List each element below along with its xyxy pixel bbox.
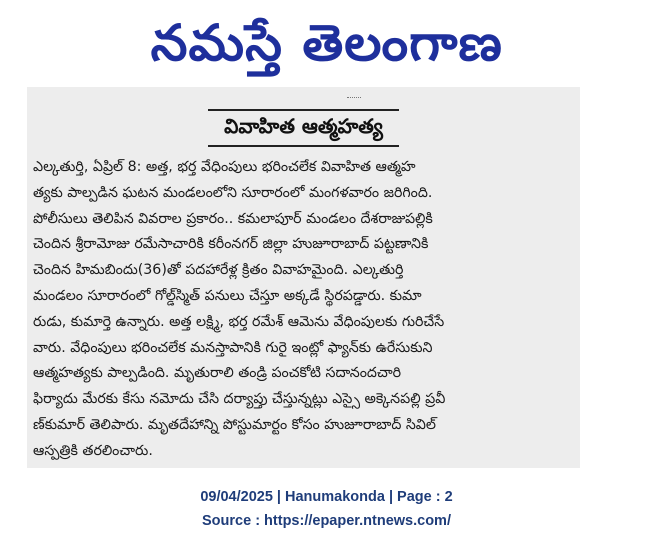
article-line: ఫిర్యాదు మేరకు కేసు నమోదు చేసి దర్యాప్తు చేస్తున్నట్లు ఎస్సై అక్కెనపల్లి ప్రవీ (33, 391, 446, 408)
article-line: ఆస్పత్రికి తరలించారు. (33, 442, 153, 459)
article-line: ణ్‌కుమార్ తెలిపారు. మృతదేహాన్ని పోస్టుమార్టం కోసం హుజూరాబాద్ సివిల్ (33, 416, 436, 433)
source-url[interactable]: Source : https://epaper.ntnews.com/ (202, 513, 451, 529)
article-line: పోలీసులు తెలిపిన వివరాల ప్రకారం.. కమలాపూర్ మండలం దేశరాజుపల్లికి (33, 210, 433, 227)
dotted-mark (347, 97, 361, 101)
article-line: మండలం సూరారంలో గోల్డ్‌స్మిత్ పనులు చేస్తూ అక్కడే స్థిరపడ్డారు. కుమా (33, 287, 422, 304)
article-clipping (27, 87, 580, 468)
article-line: చెందిన శ్రీరామోజు రమేసాచారికి కరీంనగర్ జిల్లా హుజూరాబాద్ పట్టణానికి (33, 236, 429, 253)
article-line: ఆత్మహత్యకు పాల్పడింది. మృతురాలి తండ్రి పంచకోటి సదానందచారి (33, 365, 402, 382)
article-headline: వివాహిత ఆత్మహత్య (208, 109, 399, 147)
publication-info: 09/04/2025 | Hanumakonda | Page : 2 (200, 489, 453, 505)
newspaper-logo: నమస్తే తెలంగాణ (150, 14, 503, 72)
headline-container (27, 109, 580, 147)
article-body (33, 155, 575, 465)
article-line: రుడు, కుమార్తె ఉన్నారు. అత్త లక్ష్మి, భర్త రమేశ్ ఆమెను వేధింపులకు గురిచేసే (33, 313, 445, 330)
article-line: ఎల్కతుర్తి, ఏప్రిల్ 8: అత్త, భర్త వేధింపులు భరించలేక వివాహిత ఆత్మహ (33, 159, 416, 175)
masthead (0, 0, 653, 86)
article-line: చెందిన హిమబిందు(36)తో పదహారేళ్ల క్రితం వివాహమైంది. ఎల్కతుర్తి (33, 262, 404, 279)
article-line: వారు. వేధింపులు భరించలేక మనస్తాపానికి గురై ఇంట్లో ఫ్యాన్‌కు ఉరేసుకుని (33, 339, 433, 356)
article-line: త్యకు పాల్పడిన ఘటన మండలంలోని సూరారంలో మంగళవారం జరిగింది. (33, 184, 433, 201)
